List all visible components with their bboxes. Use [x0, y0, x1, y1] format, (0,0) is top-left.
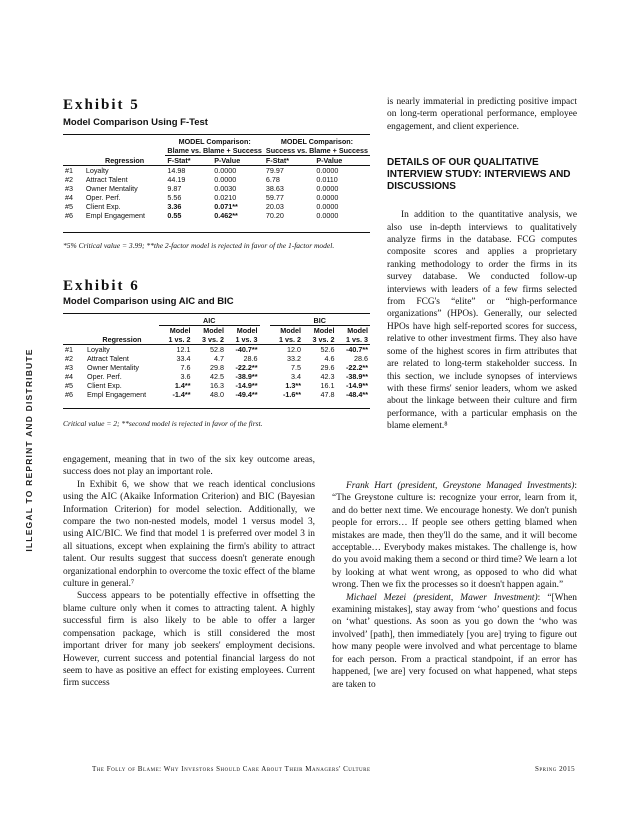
e5-group2: MODEL Comparison:: [280, 137, 354, 146]
bic-b3: -38.9**: [346, 372, 368, 381]
table-row: [63, 175, 370, 184]
e6-model-a1: Model: [169, 326, 191, 335]
row-id: #2: [65, 175, 73, 184]
spacer: [260, 390, 270, 399]
e6-c2a: 3 vs. 2: [202, 335, 224, 344]
fstat-2: 59.77: [265, 193, 284, 202]
e5-col-fstat2: F-Stat*: [265, 156, 290, 165]
exhibit6-title: Model Comparison using AIC and BIC: [63, 296, 234, 307]
aic-a2: 42.5: [210, 372, 224, 381]
aic-a1: -1.4**: [172, 390, 191, 399]
aic-a3: -38.9**: [235, 372, 258, 381]
aic-a3: -40.7**: [235, 345, 258, 354]
row-name: Client Exp.: [85, 202, 121, 211]
fstat-2: 38.63: [265, 184, 284, 193]
row-id: #4: [65, 193, 73, 202]
quote-2: : “[When examining mistakes], stay away from ‘who’ questions and focus on ‘what’ questions. As soon as you go down the ‘who was involved’ [path], then immediately [you are] trying to figure out how many people were involved and what percentage to blame for each person. From a practical standpoint, if an error has happened, [we are] very focused on what happened, what steps are taken to: [332, 592, 577, 690]
aic-a1: 7.6: [180, 363, 191, 372]
e6-col-regression: Regression: [102, 335, 142, 344]
table-row: [63, 193, 370, 202]
row-id: #2: [65, 354, 73, 363]
e6-c1b: 1 vs. 2: [279, 335, 301, 344]
aic-a3: -22.2**: [235, 363, 258, 372]
row-id: #3: [65, 184, 73, 193]
exhibit5-table: [63, 137, 370, 220]
row-id: #1: [65, 166, 73, 175]
aic-a2: 48.0: [210, 390, 224, 399]
bic-b1: 7.5: [291, 363, 301, 372]
table-row: [63, 345, 370, 355]
e5-col-fstat1: F-Stat*: [167, 156, 191, 165]
speaker-2: Michael Mezei (president, Mawer Investment): [346, 592, 538, 603]
table-row: [63, 390, 370, 399]
pvalue-2: 0.0000: [316, 193, 339, 202]
footer-title: The Folly of Blame: Why Investors Should Care About Their Managers' Culture: [92, 765, 371, 773]
bic-b1: -1.6**: [283, 390, 301, 399]
aic-a3: -14.9**: [235, 381, 258, 390]
table-row: [63, 381, 370, 390]
table-row: [63, 184, 370, 193]
table-row: [63, 202, 370, 211]
pvalue-1: 0.0030: [214, 184, 237, 193]
e6-model-a2: Model: [203, 326, 224, 335]
aic-a3: 28.6: [243, 354, 258, 363]
row-id: #5: [65, 202, 73, 211]
quote-1: : “The Greystone culture is: recognize your error, learn from it, and do better next time. We encourage honesty. We don't punish people for errors… If people see others getting blamed when mistakes are made, then they'll do the same, and it will become acceptable… Everybody makes mistakes. The challenge is, how do you avoid making them a second or third time? We learn a lot by looking at what went wrong, as opposed to who did what wrong. Then we fix the processes so it doesn't happen again.”: [332, 481, 577, 591]
row-id: #4: [65, 372, 73, 381]
row-name: Empl Engagement: [85, 211, 145, 220]
e5-col-pvalue2: P-Value: [316, 156, 343, 165]
fstat-1: 0.55: [167, 211, 182, 220]
bic-b3: -14.9**: [346, 381, 368, 390]
row-name: Empl Engagement: [87, 390, 147, 399]
exhibit5-label: Exhibit 5: [63, 97, 140, 113]
spacer: [260, 363, 270, 372]
bottom-left-text: [63, 454, 315, 690]
bic-b2: 29.6: [320, 363, 335, 372]
bic-b2: 4.6: [324, 354, 335, 363]
bic-b2: 47.8: [320, 390, 335, 399]
e6-c1a: 1 vs. 2: [168, 335, 191, 344]
pvalue-2: 0.0000: [316, 211, 339, 220]
e6-model-a3: Model: [236, 326, 258, 335]
fstat-1: 3.36: [167, 202, 182, 211]
e5-group1: MODEL Comparison:: [178, 137, 251, 146]
e6-c2b: 3 vs. 2: [312, 335, 335, 344]
pvalue-1: 0.0000: [214, 175, 237, 184]
bl-para-1: engagement, meaning that in two of the six key outcome areas, success does not play an important role.: [63, 455, 315, 478]
speaker-1: Frank Hart (president, Greystone Managed Investments): [346, 481, 575, 491]
bl-para-3: Success appears to be potentially effective in offsetting the blame culture only when it comes to attracting talent. A highly successful firm is also likely to be able to offer a larger compensation package, which is still considered the most important driver for many job seekers' employment decisions. However, current success and potential financial largess do not seem to have as positive an effect for existing employees. Current firm success: [63, 591, 315, 689]
bic-b1: 12.0: [287, 345, 301, 354]
row-name: Oper. Perf.: [87, 372, 122, 381]
table-row: [63, 354, 370, 363]
table-row: [63, 372, 370, 381]
aic-a1: 3.6: [180, 372, 191, 381]
e6-model-b1: Model: [280, 326, 301, 335]
e6-c3a: 1 vs. 3: [235, 335, 258, 344]
row-name: Attract Talent: [85, 175, 128, 184]
bic-b3: -22.2**: [346, 363, 368, 372]
table-row: [63, 363, 370, 372]
pvalue-1: 0.0000: [214, 166, 237, 175]
fstat-1: 14.98: [167, 166, 186, 175]
row-name: Owner Mentality: [87, 363, 139, 372]
bic-b2: 42.3: [320, 372, 335, 381]
aic-a1: 12.1: [176, 345, 191, 354]
spacer: [260, 354, 270, 363]
e5-group1b: Blame vs. Blame + Success: [167, 146, 262, 155]
footer-issue: Spring 2015: [535, 765, 576, 773]
row-name: Attract Talent: [87, 354, 129, 363]
row-id: #5: [65, 381, 73, 390]
bic-b3: 28.6: [354, 354, 368, 363]
fstat-1: 44.19: [167, 175, 186, 184]
pvalue-1: 0.0210: [214, 193, 237, 202]
row-name: Oper. Perf.: [85, 193, 121, 202]
fstat-2: 6.78: [265, 175, 280, 184]
row-name: Owner Mentality: [85, 184, 138, 193]
aic-a2: 52.8: [210, 345, 224, 354]
exhibit6-table: [63, 316, 370, 399]
table-row: [63, 211, 370, 220]
fstat-1: 9.87: [167, 184, 182, 193]
pvalue-1: 0.071**: [214, 202, 238, 211]
pvalue-2: 0.0000: [316, 184, 339, 193]
section-heading: DETAILS OF OUR QUALITATIVE INTERVIEW STUDY: INTERVIEWS AND DISCUSSIONS: [387, 157, 571, 193]
row-id: #1: [65, 345, 73, 354]
bic-b3: -48.4**: [346, 390, 368, 399]
pvalue-1: 0.462**: [214, 211, 238, 220]
fstat-1: 5.56: [167, 193, 182, 202]
fstat-2: 70.20: [265, 211, 284, 220]
bic-b1: 3.4: [291, 372, 301, 381]
exhibit6-note: Critical value = 2; **second model is rejected in favor of the first.: [63, 419, 263, 428]
aic-a1: 33.4: [176, 354, 191, 363]
exhibit5-note: *5% Critical value = 3.99; **the 2-factor model is rejected in favor of the 1-factor model.: [63, 241, 335, 250]
right-column-text: [387, 96, 577, 433]
pvalue-2: 0.0000: [316, 202, 339, 211]
bic-b1: 33.2: [287, 354, 301, 363]
row-name: Loyalty: [87, 345, 110, 354]
e6-bic: BIC: [270, 316, 371, 326]
row-name: Client Exp.: [87, 381, 122, 390]
e6-c3b: 1 vs. 3: [346, 335, 368, 344]
table-row: [63, 166, 370, 176]
aic-a1: 1.4**: [174, 381, 191, 390]
pvalue-2: 0.0000: [316, 166, 339, 175]
exhibit6-label: Exhibit 6: [63, 278, 140, 294]
right-para-2: In addition to the quantitative analysis, we also use in-depth interviews to qualitatively analyze firms in the database. FCG computes composite scores and applies a proprietary ranking methodology to order the firms in its survey database. We conducted follow-up interviews with leaders of a few firms selected from FCG's “elite” or “high-performance organizations” (HPOs). Generally, our selected HPOs have high self-reported scores for success, relative to other investment firms. They also have some of the highest scores in firm attributes that are related to long-term stakeholder success. In this section, we include synopses of interviews with these firms' senior leaders, whom we asked about the linkage between their culture and firm performance, with a particular emphasis on the blame element.⁸: [387, 210, 577, 432]
spacer: [260, 345, 270, 355]
e5-col-regression: Regression: [105, 155, 145, 165]
row-id: #3: [65, 363, 73, 372]
row-id: #6: [65, 211, 73, 220]
pvalue-2: 0.0110: [316, 175, 338, 184]
bic-b2: 52.6: [320, 345, 335, 354]
side-watermark: ILLEGAL TO REPRINT AND DISTRIBUTE: [24, 348, 34, 552]
row-id: #6: [65, 390, 73, 399]
exhibit5-title: Model Comparison Using F-Test: [63, 117, 208, 128]
fstat-2: 79.97: [265, 166, 284, 175]
spacer: [260, 372, 270, 381]
bic-b3: -40.7**: [346, 345, 368, 354]
e5-col-pvalue1: P-Value: [214, 156, 241, 165]
bic-b1: 1.3**: [285, 381, 301, 390]
row-name: Loyalty: [85, 166, 109, 175]
e6-aic: AIC: [159, 316, 260, 326]
aic-a2: 16.3: [210, 381, 224, 390]
spacer: [260, 381, 270, 390]
right-para-1: is nearly immaterial in predicting positive impact on long-term operational performance, employee engagement, and client experience.: [387, 97, 577, 132]
bic-b2: 16.1: [320, 381, 335, 390]
e6-model-b3: Model: [347, 326, 368, 335]
aic-a3: -49.4**: [235, 390, 258, 399]
e6-model-b2: Model: [313, 326, 335, 335]
e5-group2b: Success vs. Blame + Success: [265, 146, 368, 155]
bottom-right-text: [332, 480, 577, 691]
aic-a2: 4.7: [214, 354, 224, 363]
aic-a2: 29.8: [210, 363, 224, 372]
bl-para-2: In Exhibit 6, we show that we reach identical conclusions using the AIC (Akaike Information Criterion) and BIC (Bayesian Information Criterion) for model selection. Additionally, we compare the two non-nested models, model 1 versus model 3, using AIC/BIC. We find that model 1 is preferred over model 3 in all situations, except when explaining the firm's ability to attract talent. Our results suggest that success doesn't generate enough organizational endorphin to overcome the toxic effect of the blame culture in general.⁷: [63, 479, 315, 590]
fstat-2: 20.03: [265, 202, 284, 211]
